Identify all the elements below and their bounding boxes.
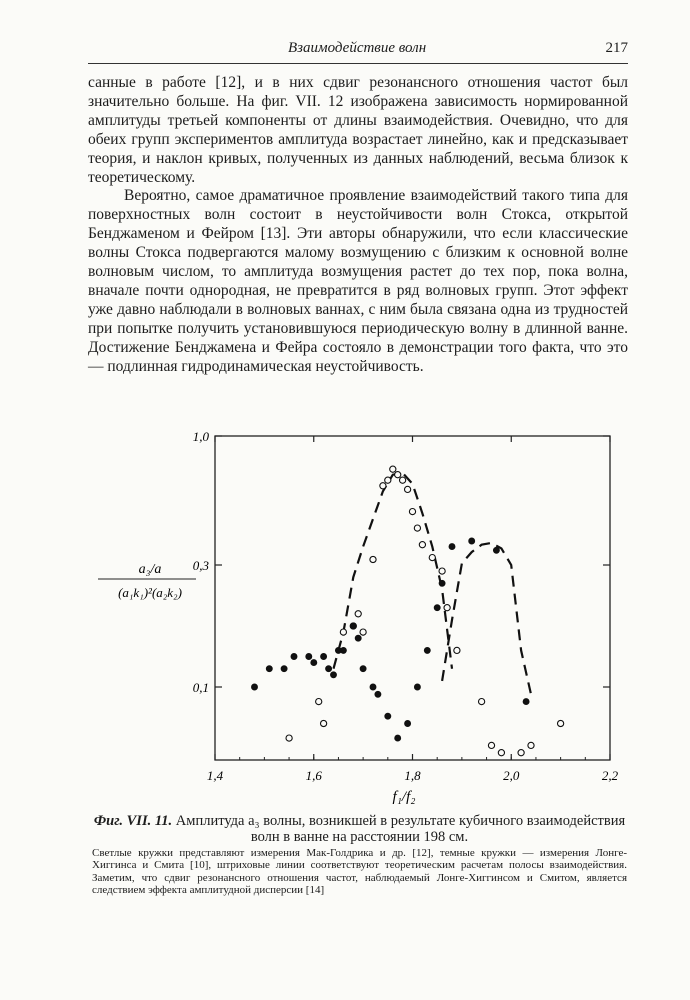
x-tick-label: 2,0 xyxy=(503,768,520,783)
x-tick-label: 2,2 xyxy=(601,768,619,783)
figure xyxy=(0,425,690,815)
open-circle-point xyxy=(479,699,485,705)
filled-circle-point xyxy=(395,735,401,741)
filled-circle-point xyxy=(281,666,287,672)
open-circle-point xyxy=(395,472,401,478)
page-header xyxy=(88,40,628,62)
theory-dashed-curve xyxy=(334,473,453,669)
open-circle-point xyxy=(316,699,322,705)
paragraph-2: Вероятно, самое драматичное проявление взаимодействий такого типа для поверхностных волн состоит в неустойчивости волн Стокса, открытой Бенджаменом и Фейром [13]. Эти авторы обнаружили, что если классические волны Стокса подвергаются малому возмущению с близким к основной волне волновым числом, то амплитуда возмущения растет до тех пор, пока волна, вначале почти однородная, не превратится в ряд волновых групп. Этот эффект уже давно наблюдали в волновых ваннах, с ним была связана одна из трудностей при попытке получить установившуюся периодическую волну в длинной ванне. Достижение Бенджамена и Фейра состояло в демонстрации того факта, что это — подлинная гидродинамическая неустойчивость. xyxy=(88,187,628,375)
y-label-denominator: (a₁k₁)²(a₂k₂) xyxy=(118,585,182,600)
open-circle-point xyxy=(518,750,524,756)
filled-circle-point xyxy=(424,648,430,654)
filled-circle-point xyxy=(469,538,475,544)
body-text xyxy=(88,74,628,377)
filled-circle-point xyxy=(341,648,347,654)
open-circle-point xyxy=(498,750,504,756)
figure-caption xyxy=(92,813,627,845)
open-circle-point xyxy=(429,555,435,561)
open-circle-point xyxy=(419,542,425,548)
amplitude-chart xyxy=(0,425,690,815)
filled-circle-point xyxy=(405,721,411,727)
open-circle-point xyxy=(405,486,411,492)
filled-circle-point xyxy=(449,544,455,550)
open-circle-point xyxy=(444,605,450,611)
filled-circle-point xyxy=(291,654,297,660)
open-circle-point xyxy=(360,629,366,635)
filled-circle-point xyxy=(252,684,258,690)
filled-circle-point xyxy=(266,666,272,672)
caption-text: Амплитуда a₃ волны, возникшей в результате кубичного взаимодействия волн в ванне на расстоянии 198 см. xyxy=(175,813,626,845)
filled-circle-point xyxy=(439,580,445,586)
y-tick-label: 1,0 xyxy=(192,429,209,444)
filled-circle-point xyxy=(385,713,391,719)
open-circle-point xyxy=(558,720,564,726)
theory-dashed-curve xyxy=(442,543,531,694)
filled-circle-point xyxy=(370,684,376,690)
filled-circle-point xyxy=(355,635,361,641)
running-title: Взаимодействие волн xyxy=(288,40,427,56)
open-circle-point xyxy=(439,568,445,574)
filled-circle-point xyxy=(321,654,327,660)
y-tick-label: 0,1 xyxy=(192,680,209,695)
filled-circle-point xyxy=(360,666,366,672)
open-circle-point xyxy=(409,509,415,515)
filled-circle-point xyxy=(326,666,332,672)
figure-note: Светлые кружки представляют измерения Мак-Голдрика и др. [12], темные кружки — измерения Лонге-Хиггинса и Смита [10], штриховые линии соответствуют теоретическим расчетам полосы взаимодействия. Заметим, что сдвиг резонансного отношения частот, наблюдаемый Лонге-Хиггинсом и Смитом, является следствием эффекта амплитудной дисперсии [14] xyxy=(92,847,627,897)
open-circle-point xyxy=(385,477,391,483)
x-tick-label: 1,6 xyxy=(305,768,322,783)
x-axis-label: f₁/f₂ xyxy=(392,789,416,805)
open-circle-point xyxy=(390,466,396,472)
y-label-numerator: a₃/a xyxy=(138,562,162,577)
open-circle-point xyxy=(286,735,292,741)
filled-circle-point xyxy=(306,654,312,660)
caption-label: Фиг. VII. 11. xyxy=(93,813,173,829)
open-circle-point xyxy=(370,556,376,562)
open-circle-point xyxy=(355,611,361,617)
open-circle-point xyxy=(454,647,460,653)
x-tick-label: 1,8 xyxy=(404,768,421,783)
filled-circle-point xyxy=(494,547,500,553)
filled-circle-point xyxy=(523,699,529,705)
open-circle-point xyxy=(488,742,494,748)
filled-circle-point xyxy=(375,691,381,697)
filled-circle-point xyxy=(415,684,421,690)
open-circle-point xyxy=(380,483,386,489)
x-tick-label: 1,4 xyxy=(206,768,224,783)
open-circle-point xyxy=(340,629,346,635)
page-number: 217 xyxy=(605,40,628,56)
filled-circle-point xyxy=(311,660,317,666)
filled-circle-point xyxy=(331,672,337,678)
y-tick-label: 0,3 xyxy=(192,558,209,573)
filled-circle-point xyxy=(434,605,440,611)
open-circle-point xyxy=(414,525,420,531)
open-circle-point xyxy=(321,720,327,726)
plot-frame xyxy=(215,436,610,760)
open-circle-point xyxy=(528,742,534,748)
open-circle-point xyxy=(400,477,406,483)
filled-circle-point xyxy=(350,623,356,629)
header-rule xyxy=(88,63,628,64)
paragraph-1: санные в работе [12], и в них сдвиг резонансного отношения частот был значительно больше. На фиг. VII. 12 изображена зависимость нормированной амплитуды третьей компоненты от длины взаимодействия. Очевидно, что для обеих групп экспериментов амплитуда возрастает линейно, как и предсказывает теория, и наклон кривых, полученных из данных наблюдений, весьма близок к теоретическому. xyxy=(88,74,628,186)
